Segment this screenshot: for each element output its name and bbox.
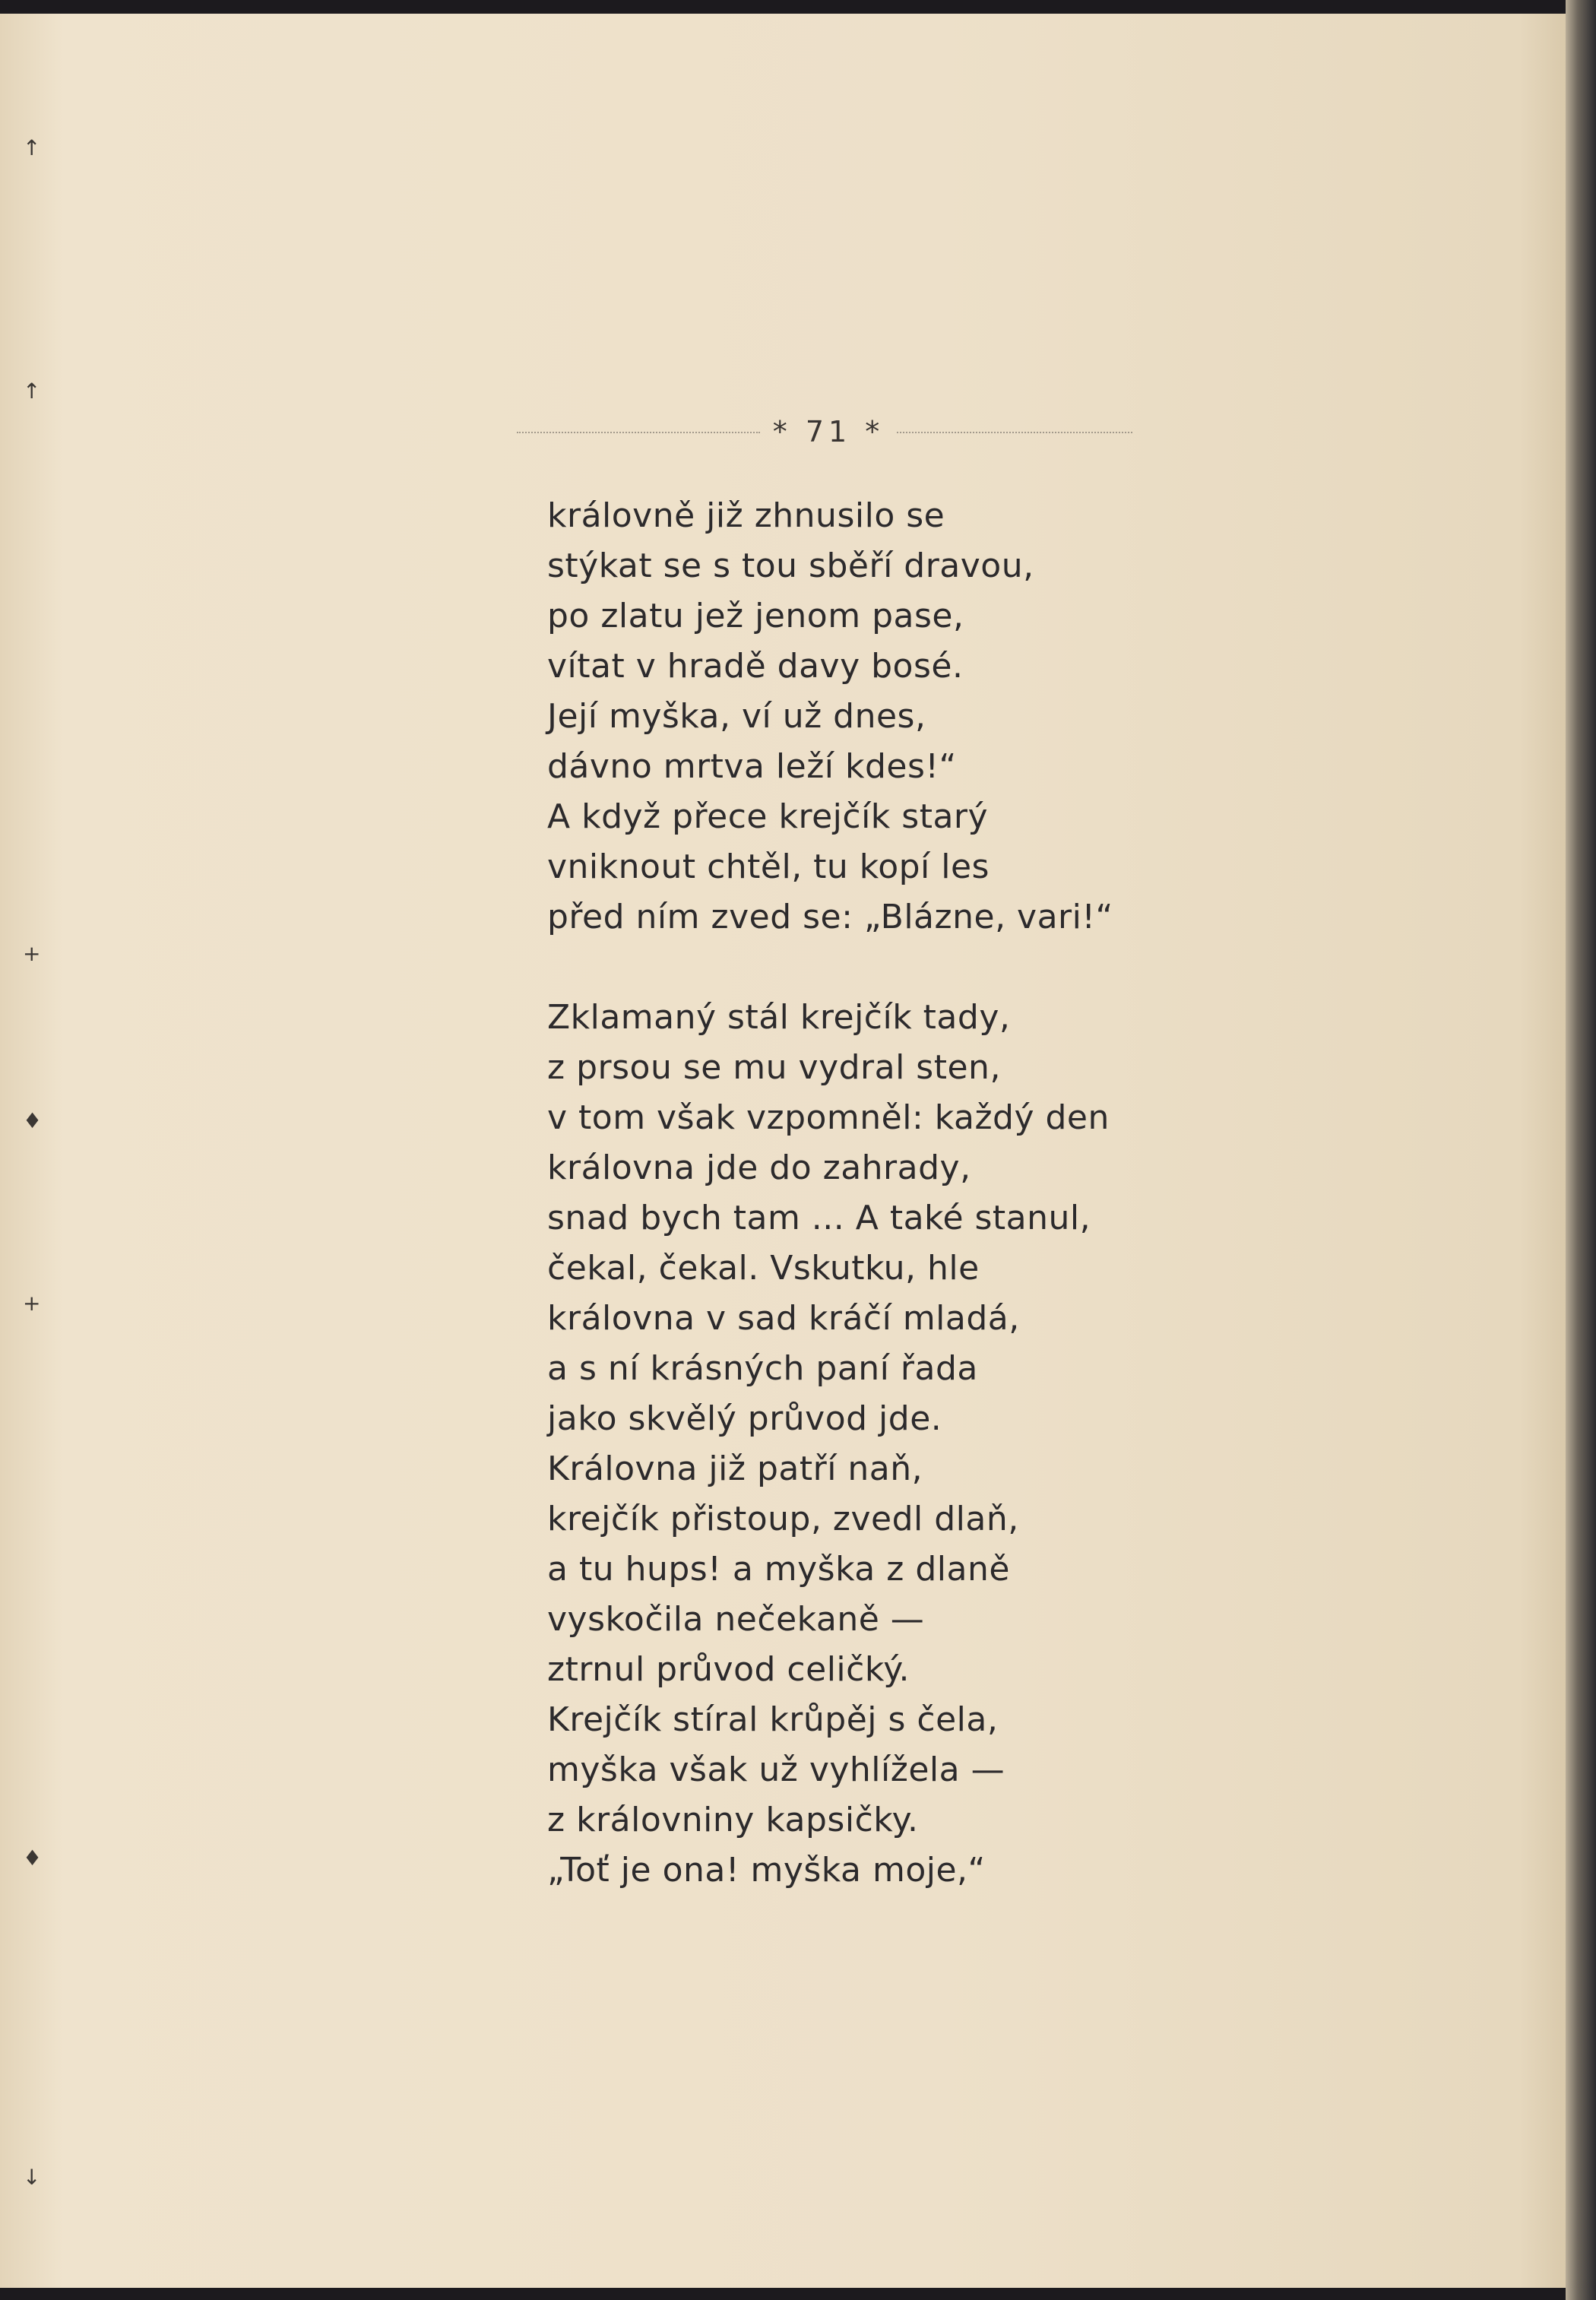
binding-hole-mark: + [23,941,41,966]
binding-hole-mark: ↑ [23,379,41,404]
poem-line: a s ní krásných paní řada [547,1349,978,1388]
poem-line: po zlatu jež jenom pase, [547,597,964,635]
header-rule-left [517,432,760,433]
poem-line: myška však už vyhlížela — [547,1750,1005,1789]
poem-line: královna jde do zahrady, [547,1148,971,1187]
poem-line: „Toť je ona! myška moje,“ [547,1851,986,1890]
binding-hole-mark: + [23,1291,41,1316]
book-page [0,14,1566,2288]
stanza-2 [547,993,1459,1896]
poem-line: čekal, čekal. Vskutku, hle [547,1249,980,1288]
poem-line: krejčík přistoup, zvedl dlaň, [547,1500,1019,1538]
poem-line: královna v sad kráčí mladá, [547,1299,1020,1338]
poem-line: vyskočila nečekaně — [547,1600,925,1639]
poem-line: královně již zhnusilo se [547,496,945,535]
poem-line: před ním zved se: „Blázne, vari!“ [547,898,1113,936]
binding-hole-mark: ♦ [23,1845,43,1871]
page-number: * 71 * [772,415,885,448]
poem-line: z prsou se mu vydral sten, [547,1048,1001,1087]
stanza-1 [547,491,1459,942]
binding-hole-mark: ↓ [23,2165,41,2190]
poem-line: jako skvělý průvod jde. [547,1399,942,1438]
stanza-break [547,942,1459,993]
page-header [517,409,1132,455]
poem-line: snad bych tam ... A také stanul, [547,1199,1091,1237]
poem-line: v tom však vzpomněl: každý den [547,1098,1110,1137]
binding-hole-mark: ↑ [23,135,41,160]
poem-text [547,491,1459,1896]
poem-line: dávno mrtva leží kdes!“ [547,747,957,786]
poem-line: ztrnul průvod celičký. [547,1650,910,1689]
header-rule-right [897,432,1132,433]
poem-line: A když přece krejčík starý [547,797,989,836]
poem-line: z královniny kapsičky. [547,1801,919,1839]
poem-line: vniknout chtěl, tu kopí les [547,847,990,886]
poem-line: a tu hups! a myška z dlaně [547,1550,1010,1589]
poem-line: stýkat se s tou sběří dravou, [547,546,1034,585]
poem-line: Její myška, ví už dnes, [547,697,926,736]
scan-edge [1566,0,1596,2300]
poem-line: Krejčík stíral krůpěj s čela, [547,1700,999,1739]
poem-line: Královna již patří naň, [547,1449,923,1488]
poem-line: vítat v hradě davy bosé. [547,647,964,686]
poem-line: Zklamaný stál krejčík tady, [547,998,1011,1037]
binding-hole-mark: ♦ [23,1108,43,1133]
